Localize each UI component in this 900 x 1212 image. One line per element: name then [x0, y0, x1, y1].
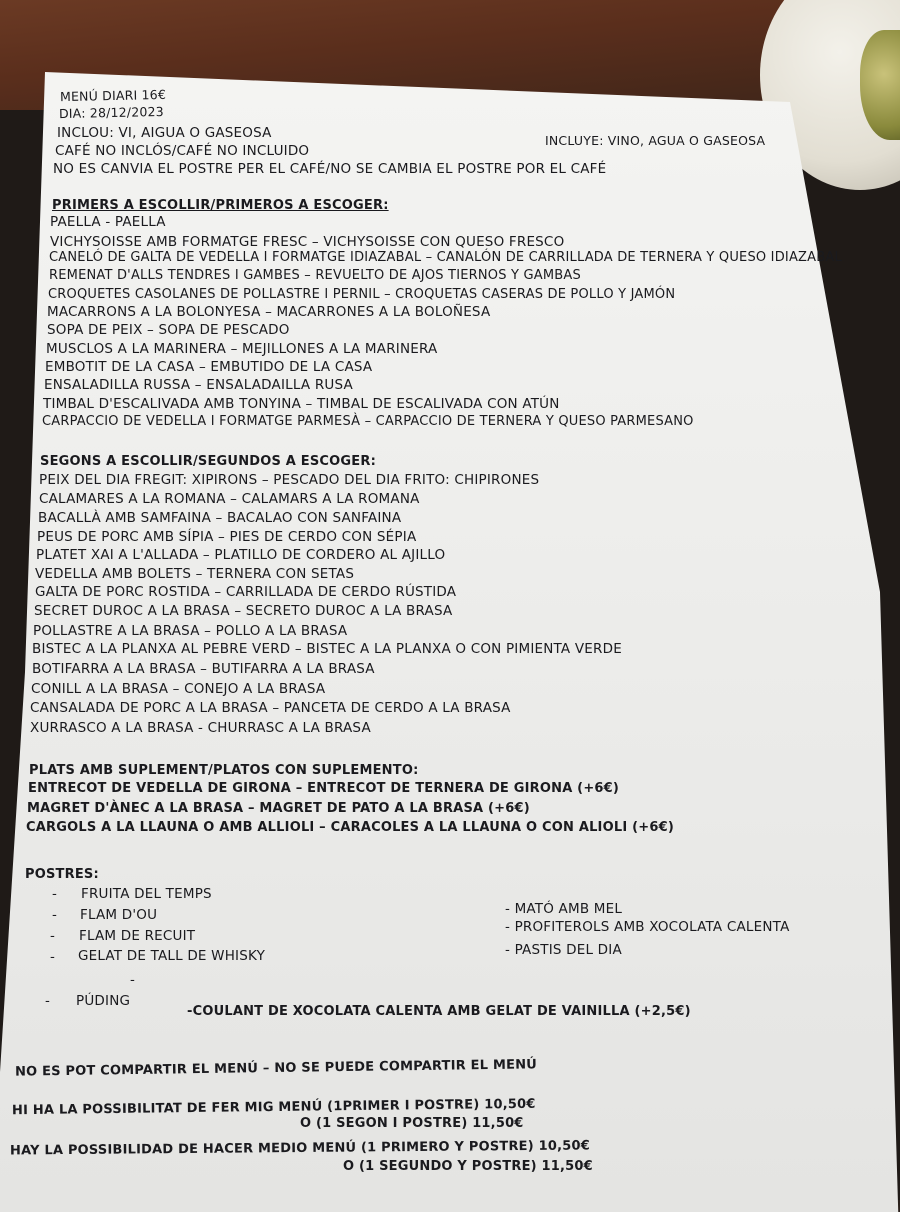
list-item: BISTEC A LA PLANXA AL PEBRE VERD – BISTEC A LA PLANXA O CON PIMIENTA VERDE	[32, 641, 622, 657]
list-item: POLLASTRE A LA BRASA – POLLO A LA BRASA	[33, 623, 348, 639]
dash-bullet: -	[130, 972, 136, 988]
list-item: MUSCLOS A LA MARINERA – MEJILLONES A LA MARINERA	[46, 341, 438, 357]
list-item: PÚDING	[76, 993, 131, 1009]
list-item: MACARRONS A LA BOLONYESA – MACARRONES A LA BOLOÑESA	[47, 304, 491, 320]
list-item: CANELÓ DE GALTA DE VEDELLA I FORMATGE IDIAZABAL – CANALÓN DE CARRILLADA DE TERNERA Y QUESO IDIAZABAL	[49, 250, 842, 265]
list-item: CROQUETES CASOLANES DE POLLASTRE I PERNIL – CROQUETAS CASERAS DE POLLO Y JAMÓN	[48, 287, 676, 302]
no-share-note: NO ES POT COMPARTIR EL MENÚ – NO SE PUEDE COMPARTIR EL MENÚ	[14, 1057, 538, 1080]
coffee-note: CAFÉ NO INCLÓS/CAFÉ NO INCLUIDO	[55, 143, 310, 159]
half-menu-es-2: O (1 SEGUNDO Y POSTRE) 11,50€	[343, 1159, 593, 1174]
list-item: PLATET XAI A L'ALLADA – PLATILLO DE CORDERO AL AJILLO	[36, 547, 446, 563]
list-item: SOPA DE PEIX – SOPA DE PESCADO	[47, 322, 290, 338]
list-item: BOTIFARRA A LA BRASA – BUTIFARRA A LA BRASA	[32, 661, 375, 677]
list-item: ENSALADILLA RUSSA – ENSALADAILLA RUSA	[44, 377, 353, 393]
menu-date: DIA: 28/12/2023	[58, 103, 165, 122]
list-item: XURRASCO A LA BRASA - CHURRASC A LA BRASA	[30, 720, 371, 736]
menu-price: MENÚ DIARI 16€	[59, 86, 167, 105]
list-item: PAELLA - PAELLA	[50, 214, 166, 230]
list-item: CALAMARES A LA ROMANA – CALAMARS A LA ROMANA	[39, 491, 420, 507]
list-item: CARPACCIO DE VEDELLA I FORMATGE PARMESÀ – CARPACCIO DE TERNERA Y QUESO PARMESANO	[42, 414, 694, 429]
list-item: MAGRET D'ÀNEC A LA BRASA – MAGRET DE PATO A LA BRASA (+6€)	[27, 801, 530, 816]
list-item: VEDELLA AMB BOLETS – TERNERA CON SETAS	[35, 566, 355, 582]
primers-title: PRIMERS A ESCOLLIR/PRIMEROS A ESCOGER:	[52, 198, 389, 213]
suplement-title: PLATS AMB SUPLEMENT/PLATOS CON SUPLEMENTO:	[29, 763, 419, 778]
half-menu-ca-1: HI HA LA POSSIBILITAT DE FER MIG MENÚ (1PRIMER I POSTRE) 10,50€	[11, 1096, 536, 1119]
list-item: ENTRECOT DE VEDELLA DE GIRONA – ENTRECOT DE TERNERA DE GIRONA (+6€)	[28, 781, 620, 796]
dash-bullet: -	[52, 886, 58, 902]
list-item: PEUS DE PORC AMB SÍPIA – PIES DE CERDO CON SÉPIA	[37, 529, 417, 545]
list-item: FRUITA DEL TEMPS	[81, 886, 212, 902]
half-menu-ca-2: O (1 SEGON I POSTRE) 11,50€	[300, 1116, 524, 1131]
special-dessert: -COULANT DE XOCOLATA CALENTA AMB GELAT DE VAINILLA (+2,5€)	[187, 1004, 691, 1019]
dash-bullet: -	[45, 993, 51, 1009]
dash-bullet: -	[50, 928, 56, 944]
list-item: SECRET DUROC A LA BRASA – SECRETO DUROC A LA BRASA	[34, 603, 453, 619]
list-item: CARGOLS A LA LLAUNA O AMB ALLIOLI – CARACOLES A LA LLAUNA O CON ALIOLI (+6€)	[26, 820, 674, 835]
includes-catalan: INCLOU: VI, AIGUA O GASEOSA	[57, 125, 272, 141]
list-item: BACALLÀ AMB SAMFAINA – BACALAO CON SANFAINA	[38, 510, 402, 526]
list-item: TIMBAL D'ESCALIVADA AMB TONYINA – TIMBAL DE ESCALIVADA CON ATÚN	[43, 396, 560, 412]
list-item: - MATÓ AMB MEL	[505, 901, 623, 917]
list-item: - PASTIS DEL DIA	[505, 942, 622, 958]
list-item: VICHYSOISSE AMB FORMATGE FRESC – VICHYSOISSE CON QUESO FRESCO	[50, 234, 565, 250]
includes-spanish: INCLUYE: VINO, AGUA O GASEOSA	[545, 133, 766, 148]
list-item: - PROFITEROLS AMB XOCOLATA CALENTA	[505, 919, 790, 935]
list-item: CONILL A LA BRASA – CONEJO A LA BRASA	[31, 681, 326, 697]
list-item: GALTA DE PORC ROSTIDA – CARRILLADA DE CERDO RÚSTIDA	[35, 584, 457, 600]
list-item: FLAM DE RECUIT	[79, 928, 196, 944]
segons-title: SEGONS A ESCOLLIR/SEGUNDOS A ESCOGER:	[40, 454, 376, 469]
list-item: EMBOTIT DE LA CASA – EMBUTIDO DE LA CASA	[45, 359, 373, 375]
list-item: PEIX DEL DIA FREGIT: XIPIRONS – PESCADO DEL DIA FRITO: CHIPIRONES	[39, 472, 540, 488]
dessert-swap-note: NO ES CANVIA EL POSTRE PER EL CAFÉ/NO SE CAMBIA EL POSTRE POR EL CAFÉ	[53, 161, 607, 177]
list-item: GELAT DE TALL DE WHISKY	[78, 948, 266, 964]
postres-title: POSTRES:	[25, 867, 99, 882]
dash-bullet: -	[52, 907, 58, 923]
half-menu-es-1: HAY LA POSSIBILIDAD DE HACER MEDIO MENÚ (1 PRIMERO Y POSTRE) 10,50€	[9, 1138, 591, 1159]
list-item: FLAM D'OU	[80, 907, 158, 923]
list-item: CANSALADA DE PORC A LA BRASA – PANCETA DE CERDO A LA BRASA	[30, 700, 511, 716]
dash-bullet: -	[50, 949, 56, 965]
list-item: REMENAT D'ALLS TENDRES I GAMBES – REVUELTO DE AJOS TIERNOS Y GAMBAS	[49, 268, 581, 283]
